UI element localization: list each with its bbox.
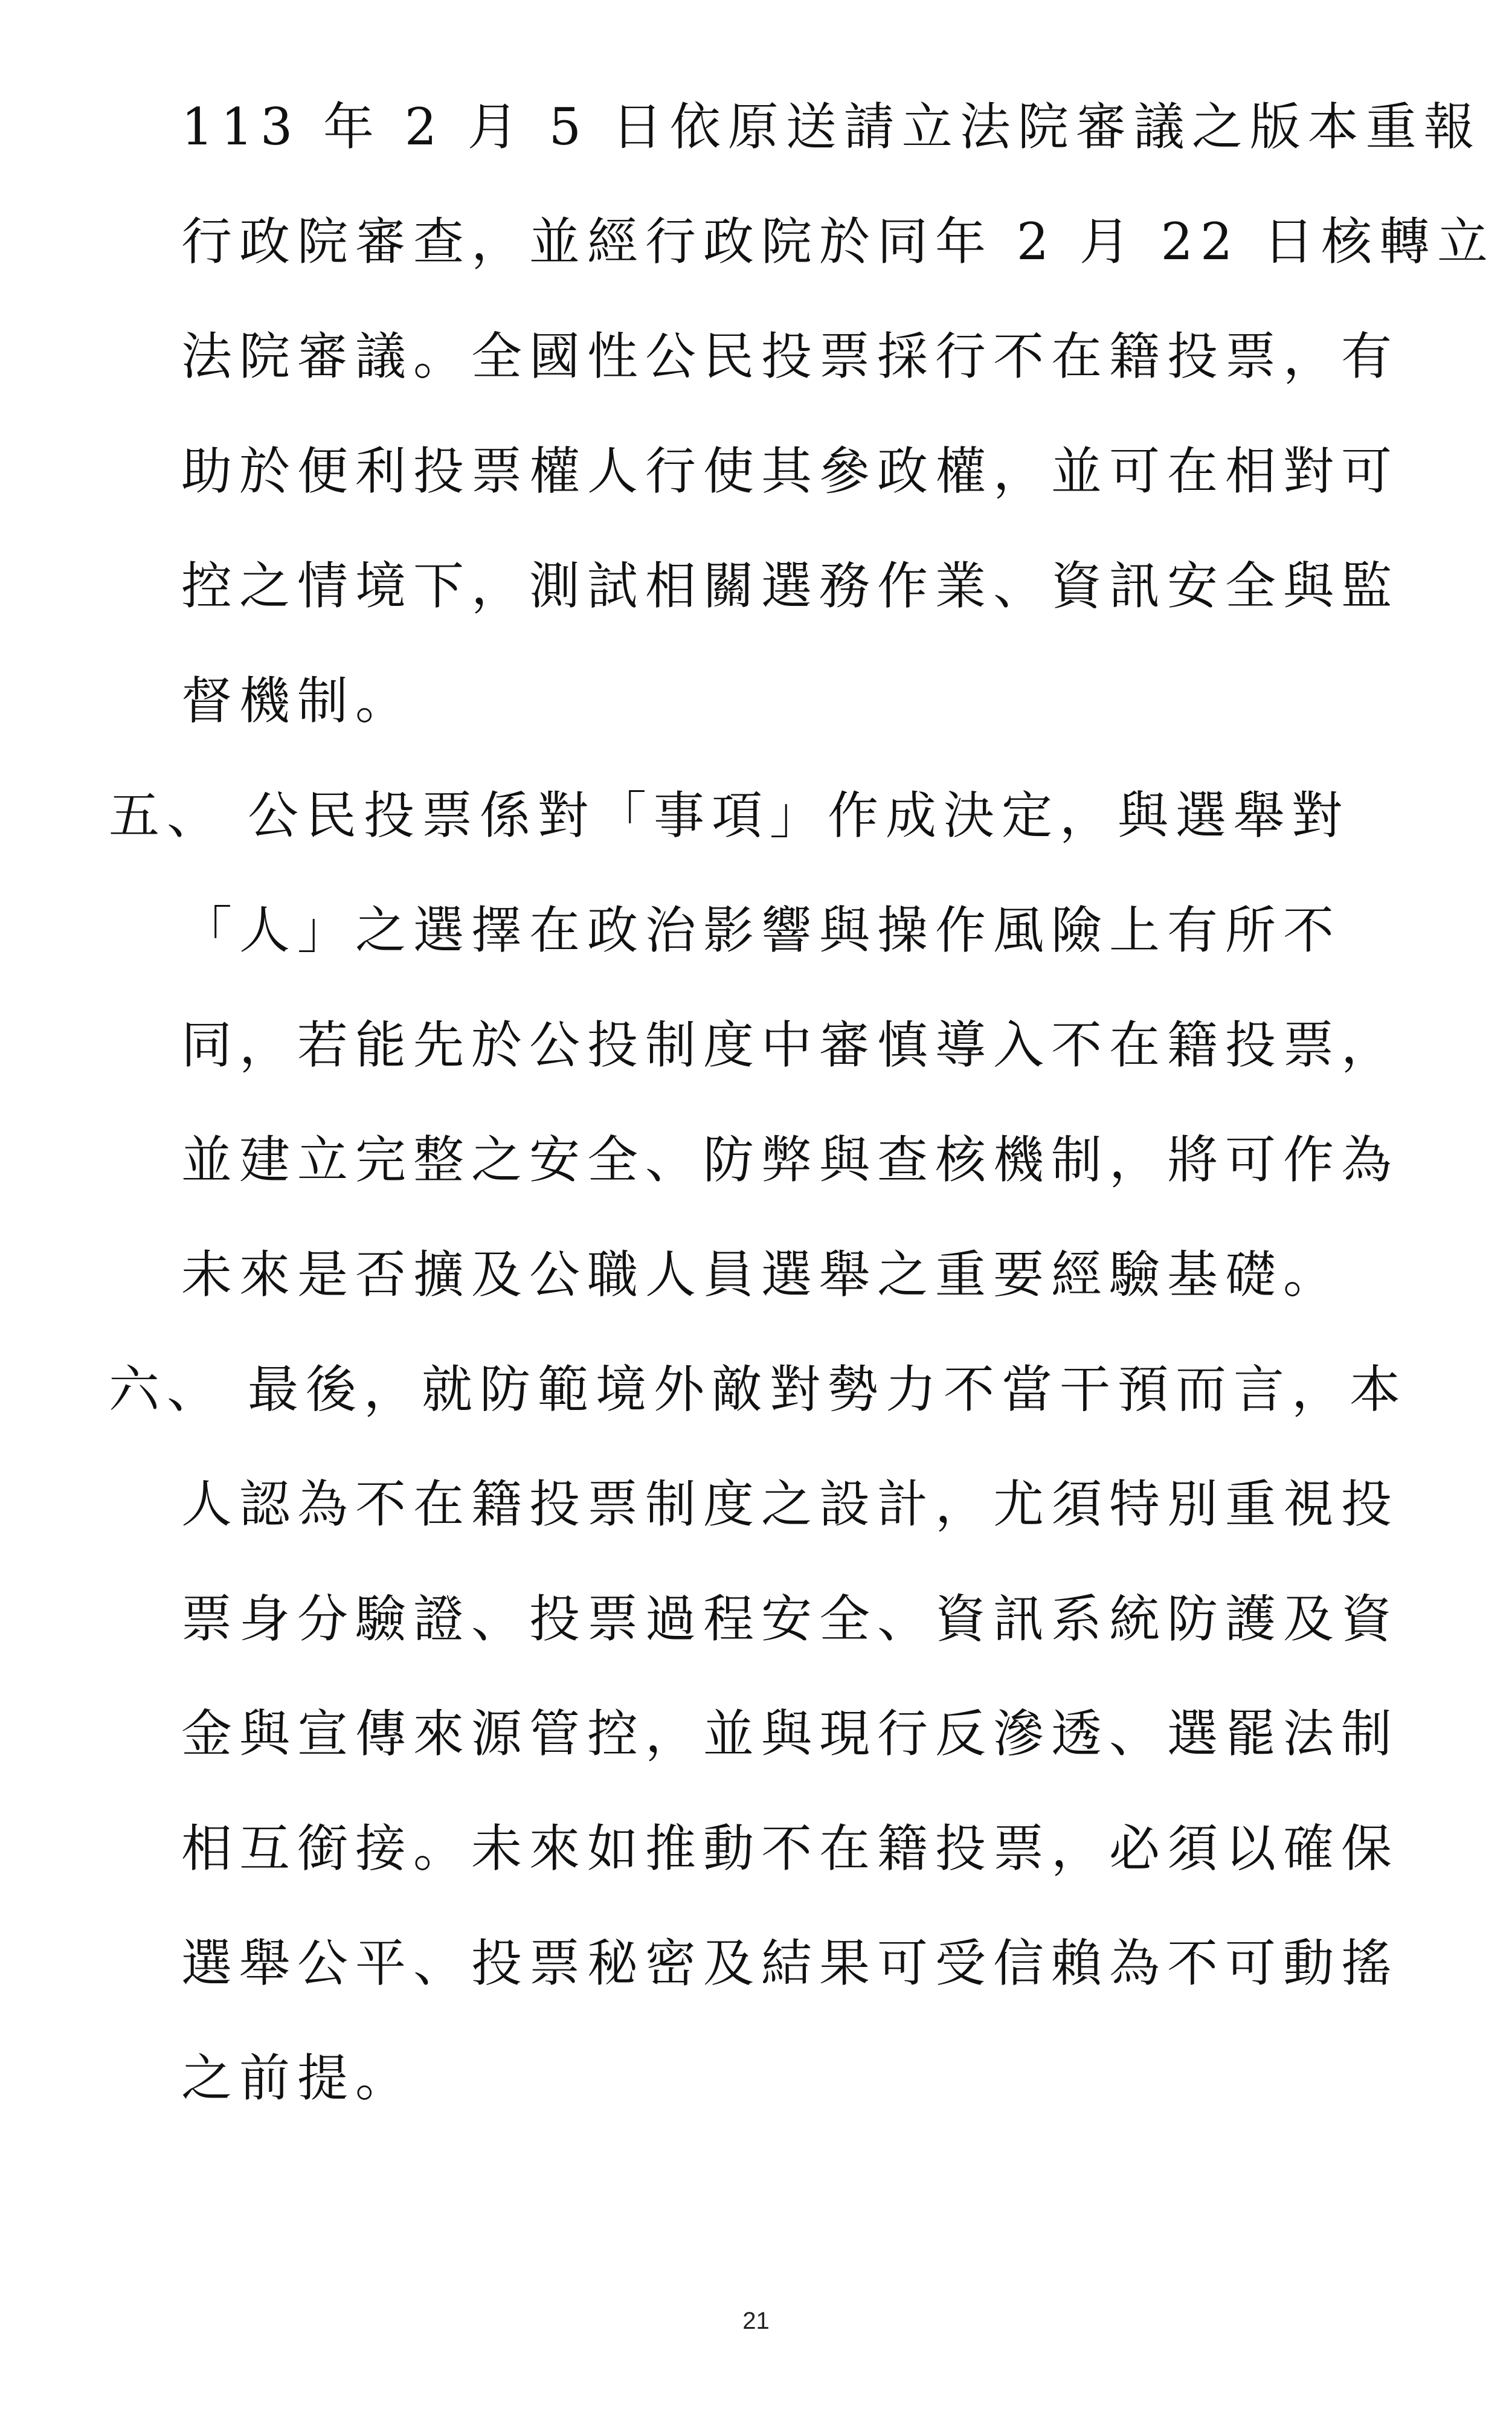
- paragraph-line: 並建立完整之安全、防弊與查核機制，將可作為: [181, 1130, 1400, 1189]
- paragraph-line: 控之情境下，測試相關選務作業、資訊安全與監: [181, 556, 1400, 616]
- paragraph-line: 之前提。: [181, 2048, 414, 2108]
- paragraph-line: 助於便利投票權人行使其參政權，並可在相對可: [181, 442, 1400, 501]
- paragraph-line: 選舉公平、投票秘密及結果可受信賴為不可動搖: [181, 1934, 1400, 1993]
- paragraph-line: 最後，就防範境外敵對勢力不當干預而言，本: [248, 1360, 1408, 1419]
- paragraph-line: 113 年 2 月 5 日依原送請立法院審議之版本重報: [181, 97, 1482, 156]
- paragraph-line: 金與宣傳來源管控，並與現行反滲透、選罷法制: [181, 1704, 1400, 1763]
- paragraph-line: 未來是否擴及公職人員選舉之重要經驗基礎。: [181, 1245, 1342, 1304]
- paragraph-line: 公民投票係對「事項」作成決定，與選舉對: [248, 786, 1350, 845]
- paragraph-line: 票身分驗證、投票過程安全、資訊系統防護及資: [181, 1589, 1400, 1649]
- paragraph-line: 督機制。: [181, 671, 414, 730]
- paragraph-line: 法院審議。全國性公民投票採行不在籍投票，有: [181, 327, 1400, 386]
- section-marker: 六、: [109, 1360, 225, 1419]
- section-marker: 五、: [109, 786, 225, 845]
- paragraph-line: 同，若能先於公投制度中審慎導入不在籍投票，: [181, 1015, 1400, 1075]
- paragraph-line: 「人」之選擇在政治影響與操作風險上有所不: [181, 901, 1342, 960]
- page-number: 21: [742, 2308, 770, 2334]
- paragraph-line: 人認為不在籍投票制度之設計，尤須特別重視投: [181, 1475, 1400, 1534]
- paragraph-line: 相互銜接。未來如推動不在籍投票，必須以確保: [181, 1819, 1400, 1878]
- paragraph-line: 行政院審查，並經行政院於同年 2 月 22 日核轉立: [181, 212, 1496, 271]
